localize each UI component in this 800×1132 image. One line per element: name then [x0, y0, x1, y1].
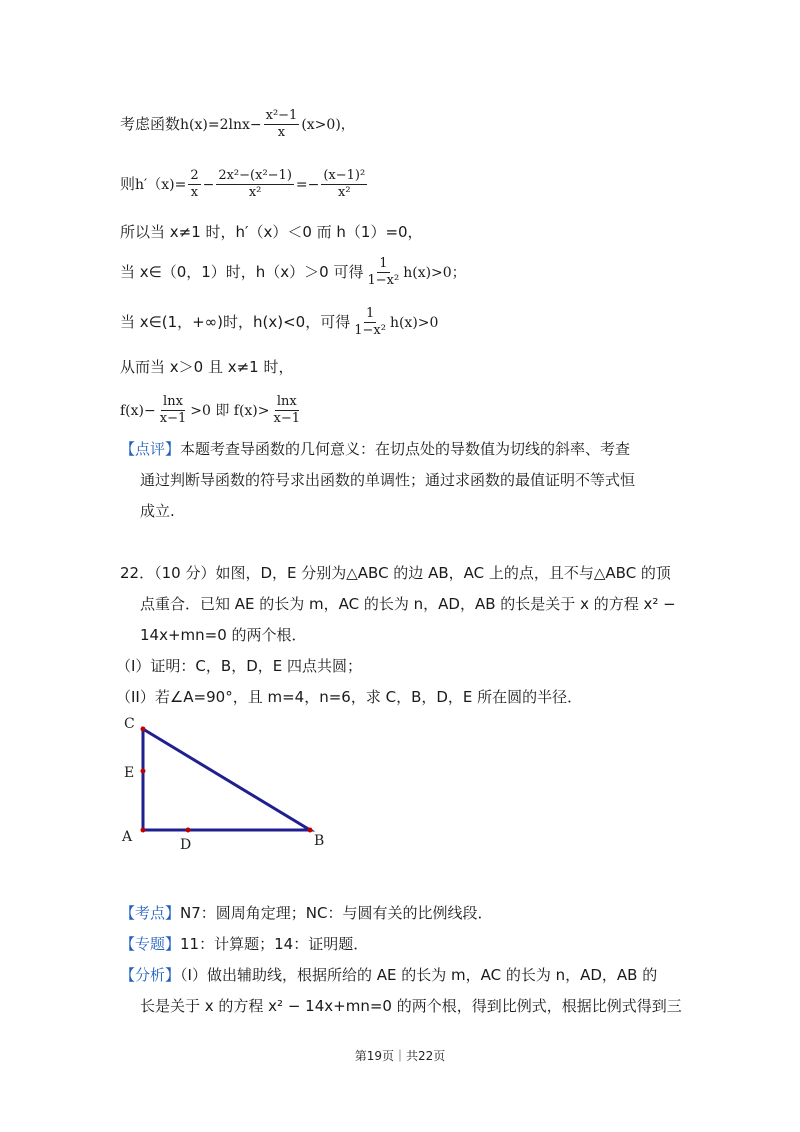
page-footer: 第19页｜共22页 — [354, 1049, 446, 1063]
zhuanti-line — [120, 929, 368, 960]
problem-22-line-2: 点重合．已知 AE 的长为 m，AC 的长为 n，AD，AB 的长是关于 x 的方程 x² − — [140, 595, 676, 613]
solution-line-6: 从而当 x＞0 且 x≠1 时， — [120, 358, 294, 376]
text: 当 x∈（0，1）时，h（x）＞0 可得 — [120, 263, 364, 281]
triangle-abc — [143, 729, 310, 830]
solution-line-4 — [120, 256, 466, 289]
math-expression: f(x)− — [120, 403, 156, 419]
math-expression: h(x)>0 — [389, 315, 439, 331]
point-e — [141, 769, 146, 774]
text: 当 x∈(1，+∞)时，h(x)<0，可得 — [120, 313, 351, 331]
math-expression: (x>0)， — [301, 117, 355, 133]
fraction-numerator: lnx — [276, 394, 297, 409]
problem-22-line-1: 22．（10 分）如图，D，E 分别为△ABC 的边 AB，AC 上的点，且不与△ABC 的顶 — [120, 564, 671, 582]
fraction — [272, 394, 303, 427]
math-expression: h(x)>0； — [403, 265, 466, 281]
fraction-numerator: 2x²−(x²−1) — [218, 168, 292, 183]
comment-tag: 【点评】 — [120, 440, 181, 458]
problem-22-part-1: （I）证明：C，B，D，E 四点共圆； — [116, 657, 362, 675]
fraction — [216, 168, 294, 201]
fenxi-tag: 【分析】 — [120, 966, 181, 984]
triangle-figure — [110, 710, 340, 860]
fraction-denominator: x — [277, 125, 286, 140]
label-a: A — [122, 829, 133, 845]
zhuanti-tag: 【专题】 — [120, 935, 181, 953]
text: 则 — [120, 175, 136, 193]
fraction — [158, 394, 189, 427]
fraction — [188, 168, 200, 201]
problem-22-part-2: （II）若∠A=90°，且 m=4，n=6，求 C，B，D，E 所在圆的半径． — [116, 688, 583, 706]
fenxi-text: （I）做出辅助线，根据所给的 AE 的长为 m，AC 的长为 n，AD，AB 的 — [180, 966, 658, 984]
fenxi-line-1 — [120, 960, 657, 991]
fraction-denominator: x² — [338, 185, 351, 200]
problem-22-line-3: 14x+mn=0 的两个根． — [140, 626, 307, 644]
comment-line-1 — [120, 434, 630, 465]
solution-line-7 — [120, 394, 304, 427]
fraction-denominator: x — [190, 185, 199, 200]
comment-line-3: 成立. — [140, 502, 175, 520]
fraction-denominator: x−1 — [273, 411, 301, 426]
fraction-numerator: (x−1)² — [323, 168, 366, 183]
fraction-denominator: x² — [248, 185, 262, 200]
fraction — [321, 168, 367, 201]
point-d — [186, 828, 191, 833]
kaodian-tag: 【考点】 — [120, 904, 181, 922]
zhuanti-text: 11：计算题；14：证明题． — [180, 935, 369, 953]
fraction-denominator: 1−x² — [367, 273, 400, 288]
point-a — [141, 828, 146, 833]
fraction-denominator: x−1 — [159, 411, 187, 426]
fraction-numerator: x²−1 — [265, 108, 298, 123]
point-c — [141, 727, 146, 732]
solution-line-5 — [120, 306, 438, 339]
math-operator: − — [202, 177, 215, 193]
math-expression: h′（x)= — [135, 177, 187, 193]
math-expression: >0 即 f(x)> — [190, 403, 270, 419]
fraction-numerator: 2 — [190, 168, 199, 183]
math-expression: h(x)=2lnx− — [180, 117, 262, 133]
fraction-numerator: 1 — [365, 306, 375, 321]
solution-line-3: 所以当 x≠1 时，h′（x）＜0 而 h（1）=0， — [120, 223, 423, 241]
fraction — [366, 256, 402, 289]
solution-line-2 — [120, 168, 369, 201]
label-d: D — [180, 837, 192, 853]
fraction — [264, 108, 300, 141]
label-e: E — [124, 765, 135, 781]
fenxi-line-2: 长是关于 x 的方程 x² − 14x+mn=0 的两个根，得到比例式，根据比例式得到三 — [140, 997, 682, 1015]
comment-line-2: 通过判断导函数的符号求出函数的单调性；通过求函数的最值证明不等式恒 — [140, 471, 636, 489]
solution-line-1 — [120, 108, 355, 141]
fraction-denominator: 1−x² — [354, 323, 386, 338]
kaodian-text: N7：圆周角定理；NC：与圆有关的比例线段． — [180, 904, 493, 922]
kaodian-line — [120, 898, 492, 929]
text: 考虑函数 — [120, 115, 181, 133]
label-c: C — [124, 716, 135, 732]
comment-text: 本题考查导函数的几何意义：在切点处的导数值为切线的斜率、考查 — [180, 440, 631, 458]
fraction — [352, 306, 388, 339]
label-b: B — [314, 833, 325, 849]
fraction-numerator: 1 — [379, 256, 388, 271]
point-b — [308, 828, 313, 833]
math-operator: =− — [295, 177, 320, 193]
fraction-numerator: lnx — [163, 394, 183, 409]
